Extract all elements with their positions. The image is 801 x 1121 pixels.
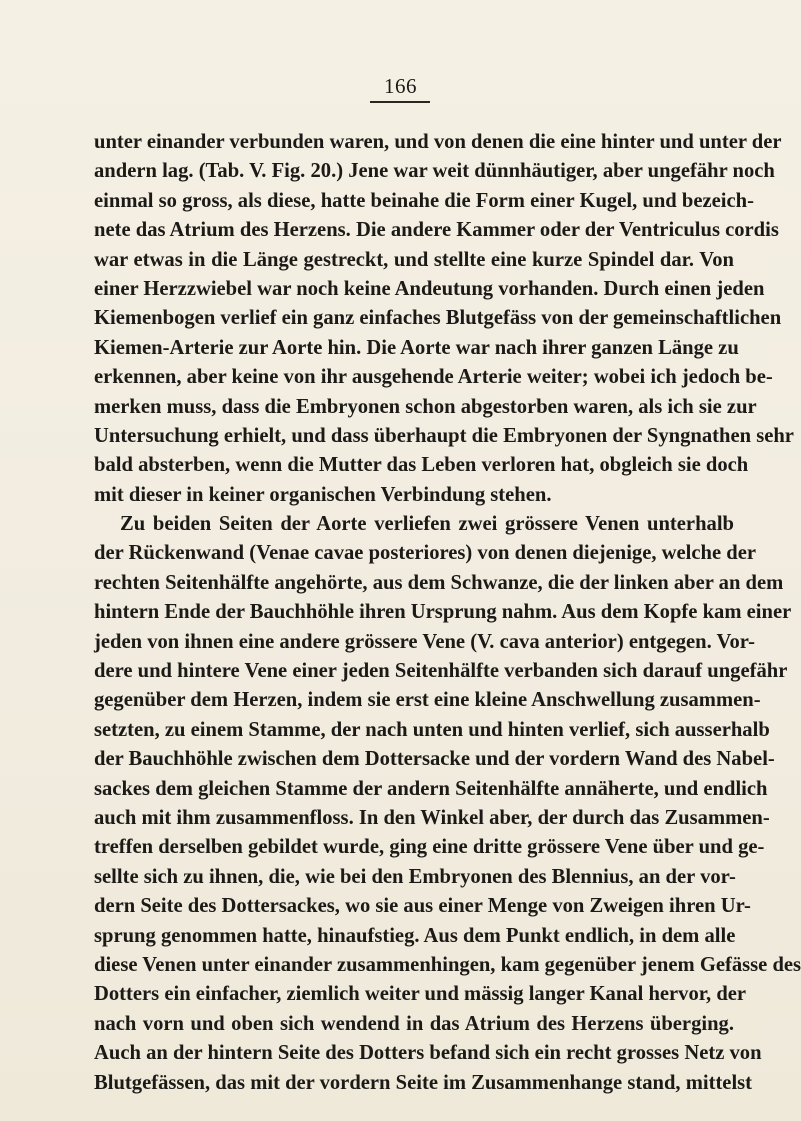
text-line: einmal so gross, als diese, hatte beinahe die Form einer Kugel, und bezeich- (94, 189, 754, 212)
text-line: treffen derselben gebildet wurde, ging eine dritte grössere Vene über und ge- (94, 836, 765, 859)
page-number-rule (370, 101, 430, 103)
text-line: Kiemenbogen verlief ein ganz einfaches Blutgefäss von der gemeinschaftlichen (94, 307, 782, 330)
text-line: Dotters ein einfacher, ziemlich weiter und mässig langer Kanal hervor, der (94, 983, 747, 1006)
text-line: sprung genommen hatte, hinaufstieg. Aus dem Punkt endlich, in dem alle (94, 924, 736, 947)
text-line: unter einander verbunden waren, und von denen die eine hinter und unter der (94, 131, 782, 153)
text-line: dern Seite des Dottersackes, wo sie aus einer Menge von Zweigen ihren Ur- (94, 895, 751, 918)
text-line: der Rückenwand (Venae cavae posteriores) von denen diejenige, welche der (94, 542, 756, 565)
text-line: nach vorn und oben sich wendend in das Atrium des Herzens überging. (94, 1012, 734, 1035)
text-line: der Bauchhöhle zwischen dem Dottersacke und der vordern Wand des Nabel- (94, 748, 775, 771)
text-line: hintern Ende der Bauchhöhle ihren Ursprung nahm. Aus dem Kopfe kam einer (94, 601, 792, 624)
text-line: sellte sich zu ihnen, die, wie bei den Embryonen des Blennius, an der vor- (94, 865, 736, 888)
text-line: bald absterben, wenn die Mutter das Leben verloren hat, obgleich sie doch (94, 454, 749, 477)
text-line: Untersuchung erhielt, und dass überhaupt die Embryonen der Syngnathen sehr (94, 424, 794, 447)
text-line: sackes dem gleichen Stamme der andern Seitenhälfte annäherte, und endlich (94, 777, 768, 800)
paragraph-end-line: mit dieser in keiner organischen Verbindung stehen. (94, 483, 552, 506)
page-number: 166 (384, 74, 417, 98)
text-line: Auch an der hintern Seite des Dotters befand sich ein recht grosses Netz von (94, 1042, 762, 1065)
text-line: setzten, zu einem Stamme, der nach unten und hinten verlief, sich ausserhalb (94, 718, 770, 741)
text-line: andern lag. (Tab. V. Fig. 20.) Jene war weit dünnhäutiger, aber ungefähr noch (94, 160, 775, 183)
text-line: gegenüber dem Herzen, indem sie erst eine kleine Anschwellung zusammen- (94, 689, 761, 712)
text-line: diese Venen unter einander zusammenhingen, kam gegenüber jenem Gefässe des (94, 953, 801, 976)
paragraph-start-line: Zu beiden Seiten der Aorte verliefen zwei grössere Venen unterhalb (120, 513, 734, 536)
text-line: einer Herzzwiebel war noch keine Andeutung vorhanden. Durch einen jeden (94, 277, 765, 300)
text-line: dere und hintere Vene einer jeden Seitenhälfte verbanden sich darauf ungefähr (94, 660, 788, 683)
text-line: merken muss, dass die Embryonen schon abgestorben waren, als ich sie zur (94, 395, 757, 418)
text-line: war etwas in die Länge gestreckt, und stellte eine kurze Spindel dar. Von (94, 248, 734, 271)
text-line: Kiemen-Arterie zur Aorte hin. Die Aorte war nach ihrer ganzen Länge zu (94, 336, 739, 359)
text-line: rechten Seitenhälfte angehörte, aus dem Schwanze, die der linken aber an dem (94, 571, 784, 594)
text-line: erkennen, aber keine von ihr ausgehende Arterie weiter; wobei ich jedoch be- (94, 366, 773, 389)
text-line: jeden von ihnen eine andere grössere Vene (V. cava anterior) entgegen. Vor- (94, 630, 756, 653)
body-text (94, 128, 801, 1098)
text-line: auch mit ihm zusammenfloss. In den Winkel aber, der durch das Zusammen- (94, 806, 770, 829)
text-line: nete das Atrium des Herzens. Die andere Kammer oder der Ventriculus cordis (94, 219, 779, 242)
text-line: Blutgefässen, das mit der vordern Seite im Zusammenhange stand, mittelst (94, 1071, 753, 1094)
